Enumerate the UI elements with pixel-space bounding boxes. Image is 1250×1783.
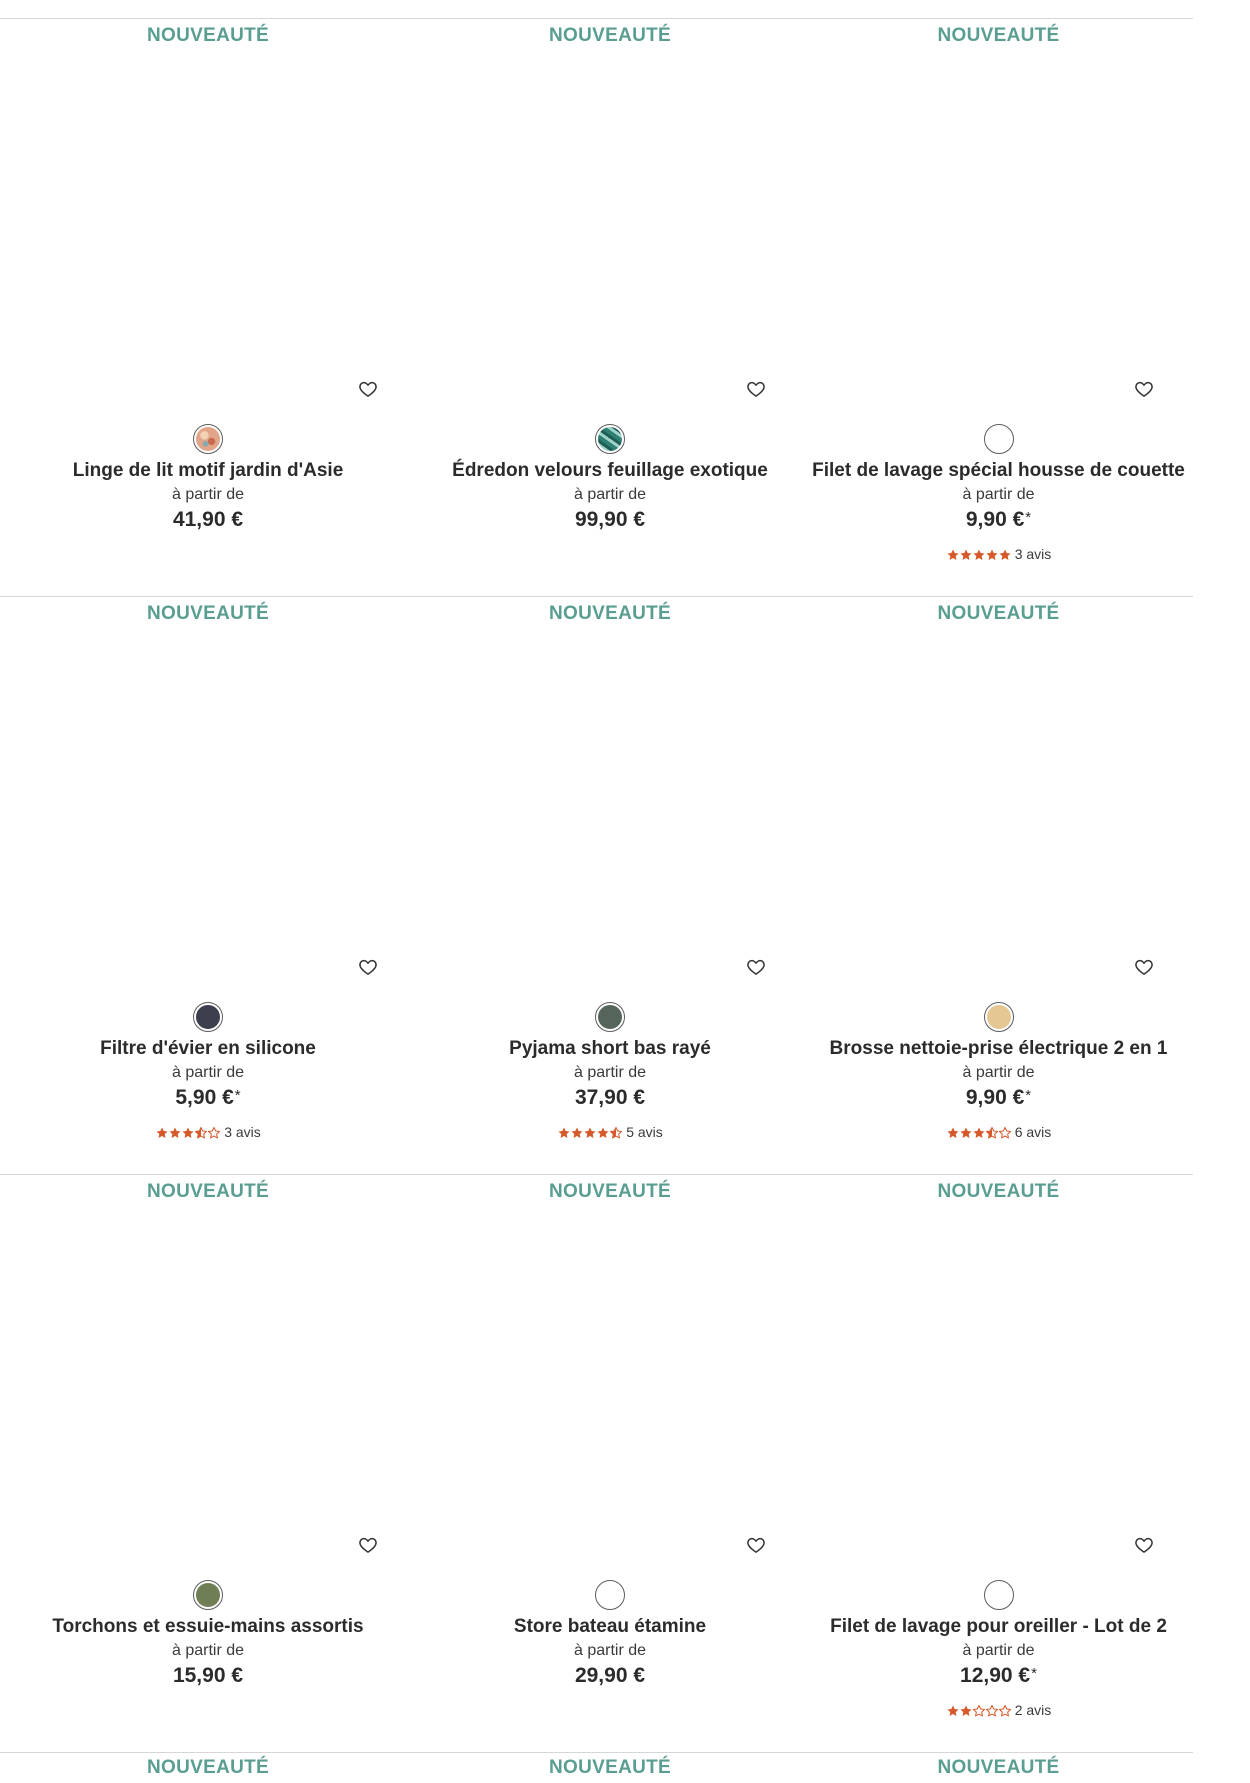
review-count: 3 avis bbox=[224, 1124, 261, 1141]
color-swatch[interactable] bbox=[984, 1002, 1014, 1032]
product-row bbox=[0, 1174, 1193, 1752]
new-badge: NOUVEAUTÉ bbox=[549, 603, 671, 624]
color-swatch[interactable] bbox=[595, 1002, 625, 1032]
rating[interactable] bbox=[0, 1123, 416, 1140]
star-half-icon bbox=[985, 1124, 998, 1140]
color-swatch-fill bbox=[987, 1583, 1011, 1607]
product-title[interactable]: Linge de lit motif jardin d'Asie bbox=[72, 460, 344, 481]
product-title[interactable]: Pyjama short bas rayé bbox=[509, 1038, 711, 1059]
color-swatch-fill bbox=[196, 1005, 220, 1029]
star-half-icon bbox=[194, 1124, 207, 1140]
favorite-heart-icon[interactable] bbox=[358, 957, 378, 977]
star-empty-icon bbox=[998, 1124, 1011, 1140]
color-swatch[interactable] bbox=[595, 424, 625, 454]
favorite-heart-icon[interactable] bbox=[1134, 957, 1154, 977]
price-asterisk: * bbox=[1025, 509, 1032, 526]
new-badge: NOUVEAUTÉ bbox=[147, 1757, 269, 1778]
product-image[interactable] bbox=[40, 1215, 376, 1535]
price-from-label: à partir de bbox=[573, 1064, 647, 1081]
product-image[interactable] bbox=[456, 59, 764, 379]
favorite-heart-icon[interactable] bbox=[1134, 379, 1154, 399]
star-empty-icon bbox=[998, 1702, 1011, 1718]
new-badge: NOUVEAUTÉ bbox=[147, 1181, 269, 1202]
color-swatch-fill bbox=[598, 427, 622, 451]
product-price bbox=[416, 508, 804, 532]
star-full-icon bbox=[946, 546, 959, 562]
product-price bbox=[804, 1086, 1193, 1110]
product-title[interactable]: Filtre d'évier en silicone bbox=[100, 1038, 316, 1059]
price-from-label: à partir de bbox=[962, 486, 1035, 503]
star-full-icon bbox=[946, 1124, 959, 1140]
rating-stars bbox=[946, 546, 1011, 562]
product-price bbox=[0, 1664, 416, 1688]
product-price bbox=[0, 1086, 416, 1110]
rating[interactable] bbox=[416, 1123, 804, 1140]
favorite-heart-icon[interactable] bbox=[1134, 1535, 1154, 1555]
price-from-label: à partir de bbox=[573, 486, 647, 503]
star-full-icon bbox=[959, 1702, 972, 1718]
color-swatch[interactable] bbox=[193, 1580, 223, 1610]
product-price bbox=[416, 1086, 804, 1110]
star-full-icon bbox=[985, 546, 998, 562]
price-asterisk: * bbox=[234, 1087, 241, 1104]
product-price bbox=[804, 508, 1193, 532]
color-swatch-fill bbox=[598, 1005, 622, 1029]
star-full-icon bbox=[972, 1124, 985, 1140]
product-title[interactable]: Édredon velours feuillage exotique bbox=[452, 460, 768, 481]
rating[interactable] bbox=[804, 545, 1193, 562]
rating-stars bbox=[946, 1124, 1011, 1140]
price-from-label: à partir de bbox=[171, 486, 245, 503]
star-empty-icon bbox=[972, 1702, 985, 1718]
product-card[interactable] bbox=[0, 597, 416, 1174]
color-swatch-fill bbox=[987, 1005, 1011, 1029]
product-card[interactable] bbox=[0, 19, 416, 596]
product-card[interactable] bbox=[416, 597, 804, 1174]
rating-stars bbox=[155, 1124, 220, 1140]
rating-stars bbox=[557, 1124, 622, 1140]
product-card[interactable] bbox=[804, 19, 1193, 596]
favorite-heart-icon[interactable] bbox=[358, 379, 378, 399]
product-card-partial bbox=[0, 1753, 416, 1783]
review-count: 3 avis bbox=[1014, 546, 1052, 563]
star-full-icon bbox=[168, 1124, 181, 1140]
color-swatch-fill bbox=[196, 1583, 220, 1607]
star-full-icon bbox=[181, 1124, 194, 1140]
product-title[interactable]: Brosse nettoie-prise électrique 2 en 1 bbox=[829, 1038, 1168, 1059]
favorite-heart-icon[interactable] bbox=[746, 957, 766, 977]
star-full-icon bbox=[959, 546, 972, 562]
new-badge: NOUVEAUTÉ bbox=[937, 603, 1060, 624]
product-title[interactable]: Store bateau étamine bbox=[513, 1616, 707, 1637]
review-count: 6 avis bbox=[1014, 1124, 1052, 1141]
product-card-partial bbox=[804, 1753, 1193, 1783]
rating-stars bbox=[946, 1702, 1011, 1718]
star-full-icon bbox=[557, 1124, 570, 1140]
price-value: 9,90 € bbox=[965, 1086, 1025, 1109]
product-card[interactable] bbox=[416, 1175, 804, 1752]
product-card-partial bbox=[416, 1753, 804, 1783]
product-title[interactable]: Filet de lavage pour oreiller - Lot de 2 bbox=[830, 1616, 1167, 1637]
new-badge: NOUVEAUTÉ bbox=[937, 1757, 1060, 1778]
color-swatch-fill bbox=[987, 427, 1011, 451]
price-asterisk: * bbox=[1025, 1087, 1032, 1104]
product-card[interactable] bbox=[804, 597, 1193, 1174]
new-badge: NOUVEAUTÉ bbox=[937, 1181, 1060, 1202]
product-title[interactable]: Filet de lavage spécial housse de couette bbox=[812, 460, 1185, 481]
star-full-icon bbox=[596, 1124, 609, 1140]
price-value: 15,90 € bbox=[172, 1664, 244, 1687]
price-value: 41,90 € bbox=[172, 508, 244, 531]
price-from-label: à partir de bbox=[573, 1642, 647, 1659]
price-value: 12,90 € bbox=[960, 1664, 1031, 1687]
color-swatch[interactable] bbox=[595, 1580, 625, 1610]
color-swatch-fill bbox=[598, 1583, 622, 1607]
favorite-heart-icon[interactable] bbox=[746, 379, 766, 399]
product-row bbox=[0, 18, 1193, 596]
new-badge: NOUVEAUTÉ bbox=[147, 603, 269, 624]
product-image[interactable] bbox=[456, 1215, 764, 1535]
star-full-icon bbox=[998, 546, 1011, 562]
color-swatch-fill bbox=[196, 427, 220, 451]
price-from-label: à partir de bbox=[171, 1064, 245, 1081]
product-image[interactable] bbox=[40, 59, 376, 379]
review-count: 5 avis bbox=[626, 1124, 663, 1141]
product-title[interactable]: Torchons et essuie-mains assortis bbox=[52, 1616, 364, 1637]
star-full-icon bbox=[946, 1702, 959, 1718]
product-price bbox=[804, 1664, 1193, 1688]
price-value: 37,90 € bbox=[574, 1086, 646, 1109]
product-image[interactable] bbox=[844, 637, 1153, 957]
price-value: 5,90 € bbox=[175, 1086, 234, 1109]
color-swatch[interactable] bbox=[193, 1002, 223, 1032]
review-count: 2 avis bbox=[1014, 1702, 1052, 1719]
star-full-icon bbox=[959, 1124, 972, 1140]
color-swatch[interactable] bbox=[984, 1580, 1014, 1610]
new-badge: NOUVEAUTÉ bbox=[147, 25, 269, 46]
price-asterisk: * bbox=[1031, 1665, 1037, 1682]
product-price bbox=[416, 1664, 804, 1688]
price-value: 9,90 € bbox=[965, 508, 1025, 531]
product-row bbox=[0, 596, 1193, 1174]
product-card[interactable] bbox=[416, 19, 804, 596]
favorite-heart-icon[interactable] bbox=[358, 1535, 378, 1555]
product-card[interactable] bbox=[804, 1175, 1193, 1752]
star-full-icon bbox=[972, 546, 985, 562]
color-swatch[interactable] bbox=[193, 424, 223, 454]
product-image[interactable] bbox=[844, 59, 1153, 379]
price-from-label: à partir de bbox=[962, 1064, 1035, 1081]
product-grid bbox=[0, 18, 1193, 1752]
product-price bbox=[0, 508, 416, 532]
product-image[interactable] bbox=[456, 637, 764, 957]
price-from-label: à partir de bbox=[962, 1642, 1035, 1659]
star-empty-icon bbox=[985, 1702, 998, 1718]
price-value: 99,90 € bbox=[574, 508, 646, 531]
new-badge: NOUVEAUTÉ bbox=[937, 25, 1060, 46]
star-half-icon bbox=[609, 1124, 622, 1140]
star-full-icon bbox=[570, 1124, 583, 1140]
star-full-icon bbox=[583, 1124, 596, 1140]
star-empty-icon bbox=[207, 1124, 220, 1140]
new-badge: NOUVEAUTÉ bbox=[549, 25, 671, 46]
product-image[interactable] bbox=[40, 637, 376, 957]
rating[interactable] bbox=[804, 1701, 1193, 1718]
product-image[interactable] bbox=[844, 1215, 1153, 1535]
star-full-icon bbox=[155, 1124, 168, 1140]
new-badge: NOUVEAUTÉ bbox=[549, 1181, 671, 1202]
new-badge: NOUVEAUTÉ bbox=[549, 1757, 671, 1778]
product-card[interactable] bbox=[0, 1175, 416, 1752]
color-swatch[interactable] bbox=[984, 424, 1014, 454]
rating[interactable] bbox=[804, 1123, 1193, 1140]
price-from-label: à partir de bbox=[171, 1642, 245, 1659]
product-row-partial bbox=[0, 1752, 1193, 1783]
price-value: 29,90 € bbox=[574, 1664, 646, 1687]
favorite-heart-icon[interactable] bbox=[746, 1535, 766, 1555]
